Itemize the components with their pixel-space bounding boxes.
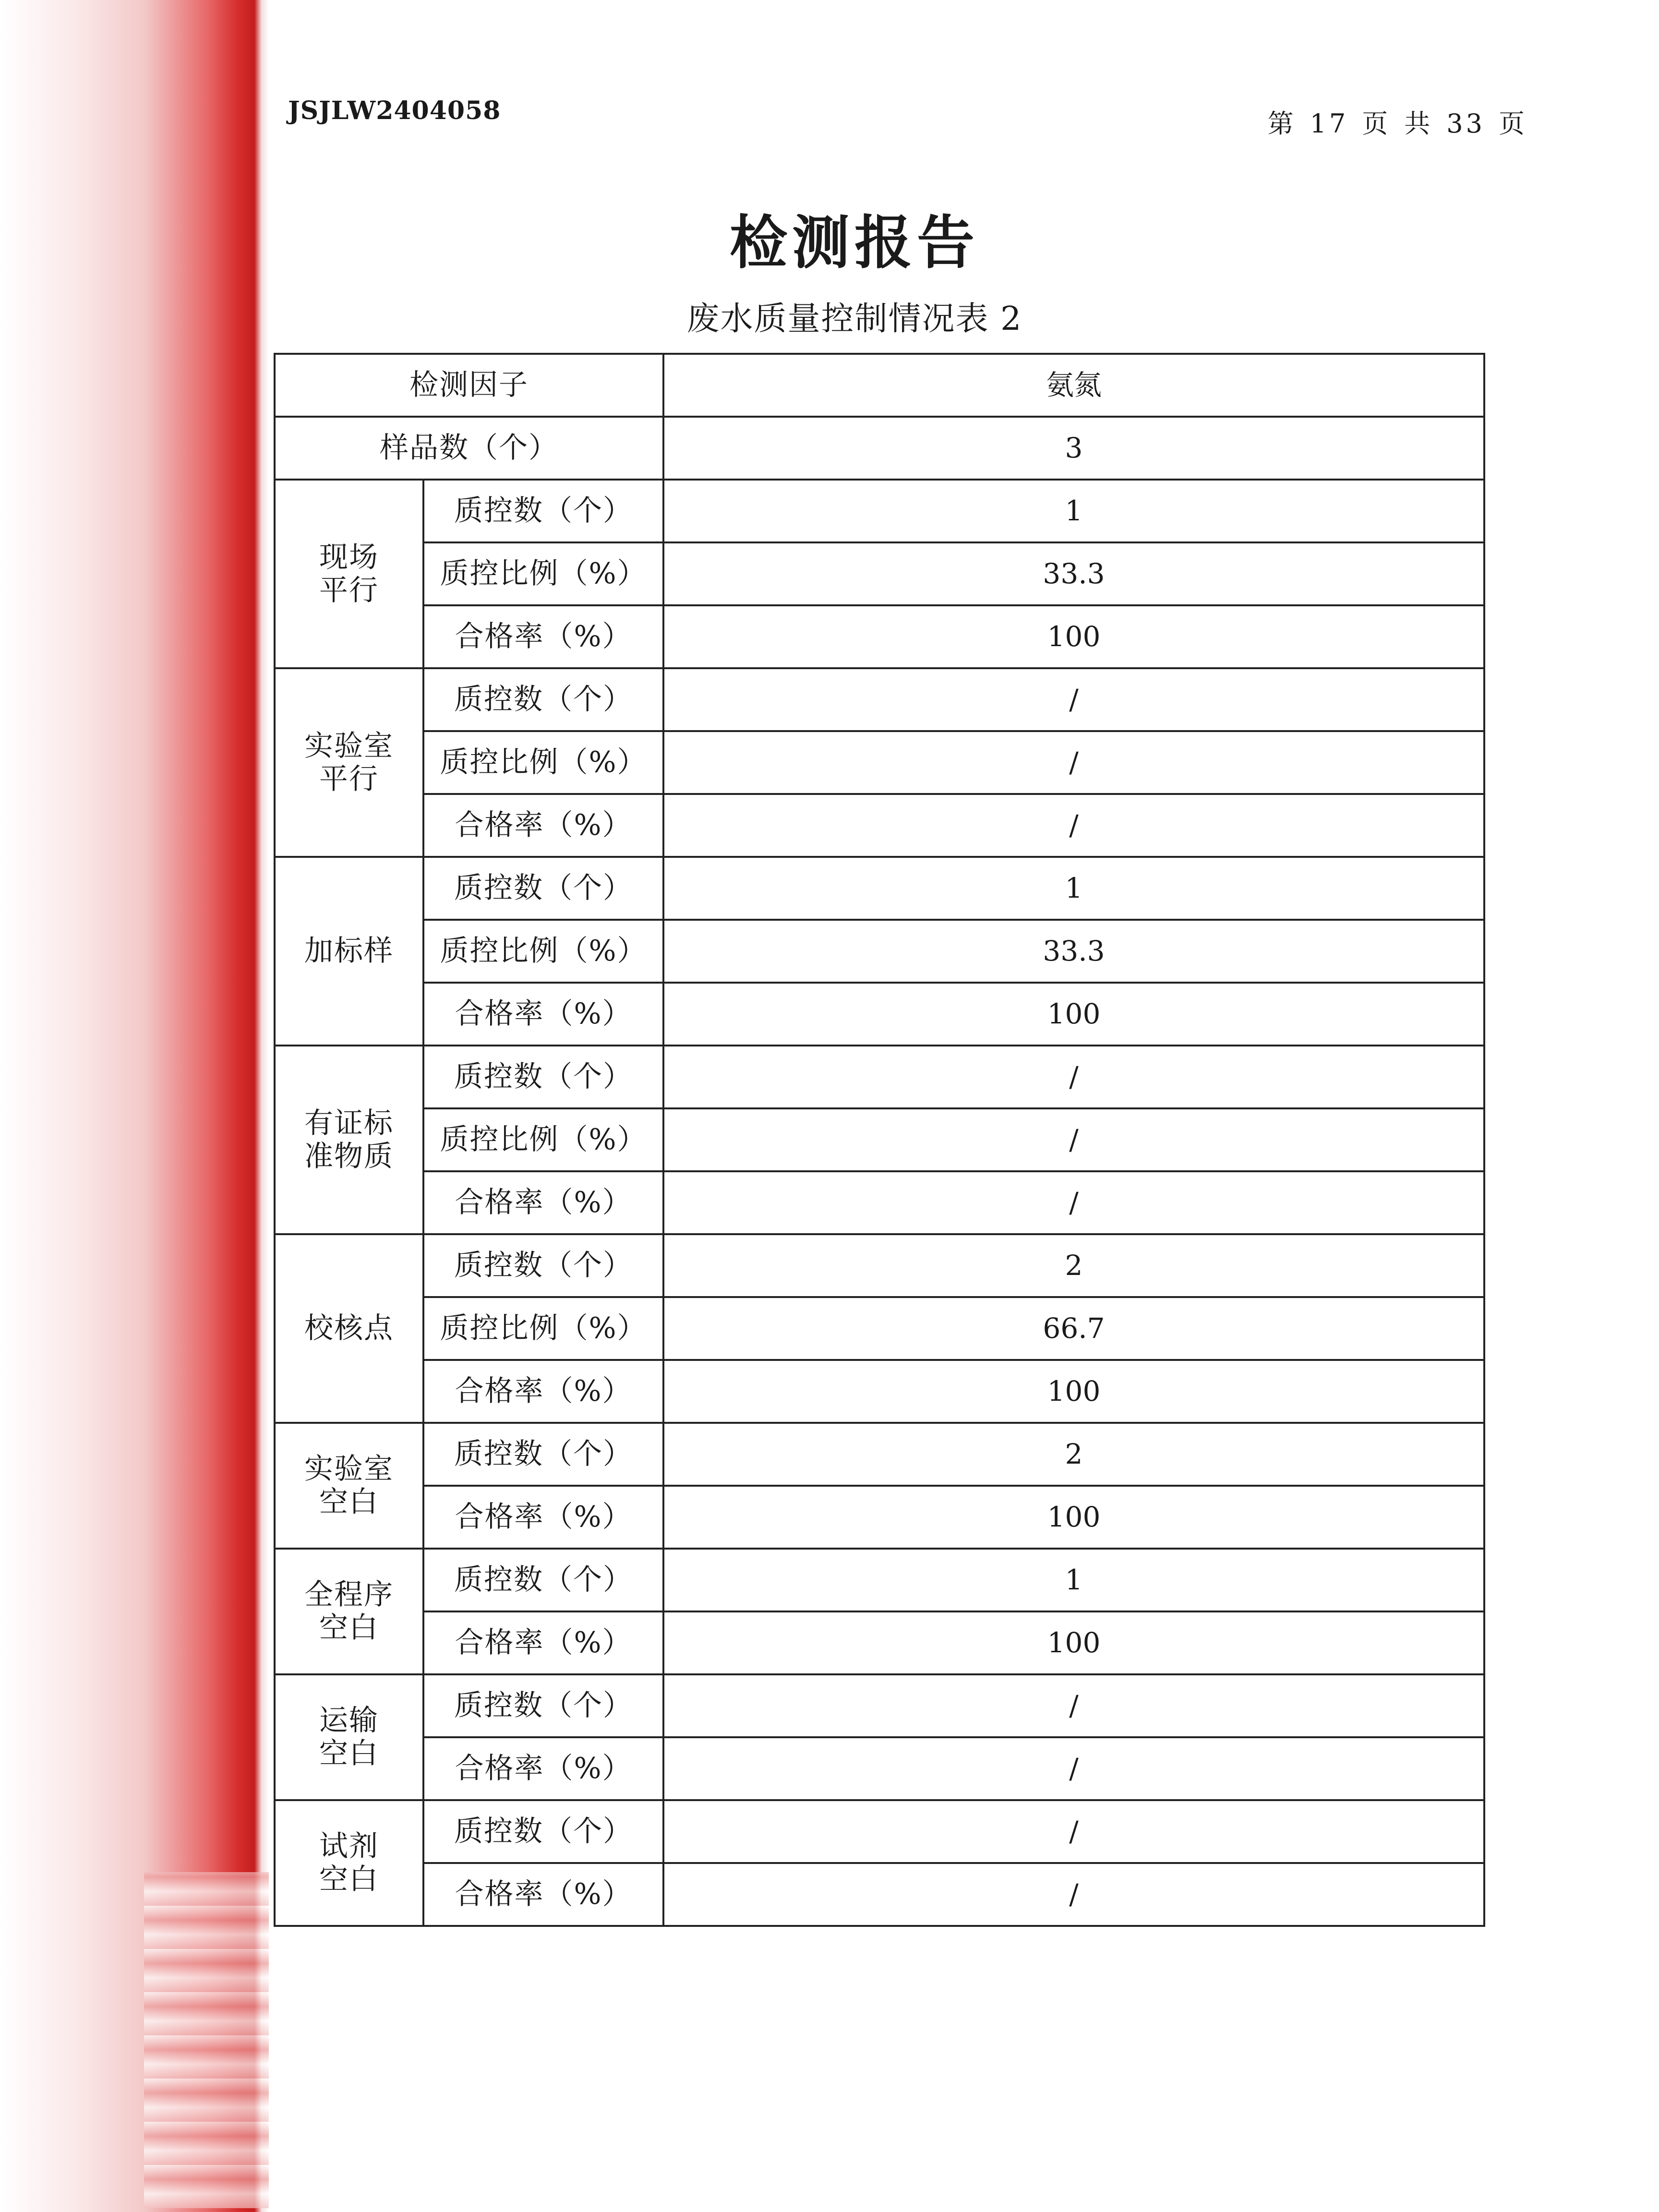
qc-value-cell: 1 (663, 857, 1484, 920)
qc-item-cell: 合格率（%） (423, 1863, 663, 1926)
qc-item-cell: 合格率（%） (423, 1171, 663, 1234)
qc-item-cell: 质控数（个） (423, 1674, 663, 1737)
page-label-mid2: 共 (1404, 108, 1433, 139)
group-name-cell: 运输 空白 (275, 1674, 423, 1800)
table-row (275, 1549, 1484, 1611)
qc-value-cell: / (663, 668, 1484, 731)
qc-value-cell: 100 (663, 605, 1484, 668)
report-title: 检测报告 (730, 210, 979, 276)
qc-item-cell: 质控数（个） (423, 1549, 663, 1611)
table-row (275, 1234, 1484, 1297)
group-name-cell: 实验室 空白 (275, 1423, 423, 1549)
group-name-cell: 试剂 空白 (275, 1800, 423, 1926)
qc-value-cell: 2 (663, 1423, 1484, 1486)
qc-value-cell: 33.3 (663, 542, 1484, 605)
qc-item-cell: 合格率（%） (423, 983, 663, 1046)
qc-value-cell: 33.3 (663, 920, 1484, 983)
table-row (275, 794, 1484, 857)
table-row (275, 480, 1484, 542)
qc-value-cell: 100 (663, 1611, 1484, 1674)
table-row (275, 1046, 1484, 1108)
qc-item-cell: 质控数（个） (423, 1046, 663, 1108)
qc-item-cell: 合格率（%） (423, 1360, 663, 1423)
qc-value-cell: / (663, 1800, 1484, 1863)
qc-value-cell: / (663, 731, 1484, 794)
sample-value-cell: 3 (663, 417, 1484, 480)
sample-label-cell: 样品数（个） (275, 417, 663, 480)
qc-item-cell: 合格率（%） (423, 1486, 663, 1549)
qc-item-cell: 质控比例（%） (423, 542, 663, 605)
binding-seal-strip (0, 0, 269, 2212)
qc-value-cell: / (663, 1674, 1484, 1737)
qc-item-cell: 合格率（%） (423, 1737, 663, 1800)
qc-value-cell: / (663, 1863, 1484, 1926)
qc-item-cell: 质控比例（%） (423, 731, 663, 794)
table-row (275, 1108, 1484, 1171)
group-name-cell: 校核点 (275, 1234, 423, 1423)
qc-value-cell: 1 (663, 480, 1484, 542)
table-row (275, 1737, 1484, 1800)
qc-value-cell: 66.7 (663, 1297, 1484, 1360)
qc-item-cell: 质控数（个） (423, 1800, 663, 1863)
table-row (275, 731, 1484, 794)
table-row (275, 1611, 1484, 1674)
qc-value-cell: / (663, 1046, 1484, 1108)
table-row (275, 1486, 1484, 1549)
table-row-factor (275, 354, 1484, 417)
report-page (269, 0, 1659, 2212)
table-row (275, 983, 1484, 1046)
qc-item-cell: 质控比例（%） (423, 1297, 663, 1360)
qc-item-cell: 质控比例（%） (423, 1108, 663, 1171)
qc-item-cell: 质控比例（%） (423, 920, 663, 983)
qc-item-cell: 质控数（个） (423, 1423, 663, 1486)
qc-value-cell: / (663, 1171, 1484, 1234)
table-title: 废水质量控制情况表 2 (686, 300, 1022, 338)
page-current: 17 (1310, 108, 1349, 139)
table-row (275, 1297, 1484, 1360)
qc-item-cell: 质控数（个） (423, 668, 663, 731)
qc-value-cell: / (663, 1108, 1484, 1171)
qc-item-cell: 合格率（%） (423, 605, 663, 668)
group-name-cell: 实验室 平行 (275, 668, 423, 857)
report-code: JSJLW2404058 (288, 96, 501, 125)
qc-item-cell: 质控数（个） (423, 857, 663, 920)
group-name-cell: 有证标 准物质 (275, 1046, 423, 1234)
table-row (275, 605, 1484, 668)
qc-value-cell: 1 (663, 1549, 1484, 1611)
table-row (275, 1423, 1484, 1486)
page-total: 33 (1446, 108, 1485, 139)
group-name-cell: 全程序 空白 (275, 1549, 423, 1674)
qc-value-cell: / (663, 1737, 1484, 1800)
table-row (275, 1360, 1484, 1423)
table-row (275, 1800, 1484, 1863)
table-row (275, 668, 1484, 731)
table-row (275, 857, 1484, 920)
page-number-info (1261, 103, 1534, 140)
table-row (275, 920, 1484, 983)
qc-item-cell: 质控数（个） (423, 480, 663, 542)
qc-item-cell: 质控数（个） (423, 1234, 663, 1297)
page-label-pre: 第 (1267, 108, 1297, 139)
factor-value-cell: 氨氮 (663, 354, 1484, 417)
page-label-mid1: 页 (1362, 108, 1391, 139)
qc-item-cell: 合格率（%） (423, 1611, 663, 1674)
qc-value-cell: 100 (663, 1360, 1484, 1423)
table-row (275, 1863, 1484, 1926)
quality-control-table (274, 353, 1485, 1927)
table-row (275, 1171, 1484, 1234)
qc-value-cell: 2 (663, 1234, 1484, 1297)
qc-value-cell: / (663, 794, 1484, 857)
group-name-cell: 加标样 (275, 857, 423, 1046)
table-row (275, 542, 1484, 605)
factor-label-cell: 检测因子 (275, 354, 663, 417)
table-row-sample (275, 417, 1484, 480)
qc-item-cell: 合格率（%） (423, 794, 663, 857)
table-row (275, 1674, 1484, 1737)
qc-value-cell: 100 (663, 1486, 1484, 1549)
qc-value-cell: 100 (663, 983, 1484, 1046)
page-label-post: 页 (1499, 108, 1527, 139)
group-name-cell: 现场 平行 (275, 480, 423, 668)
